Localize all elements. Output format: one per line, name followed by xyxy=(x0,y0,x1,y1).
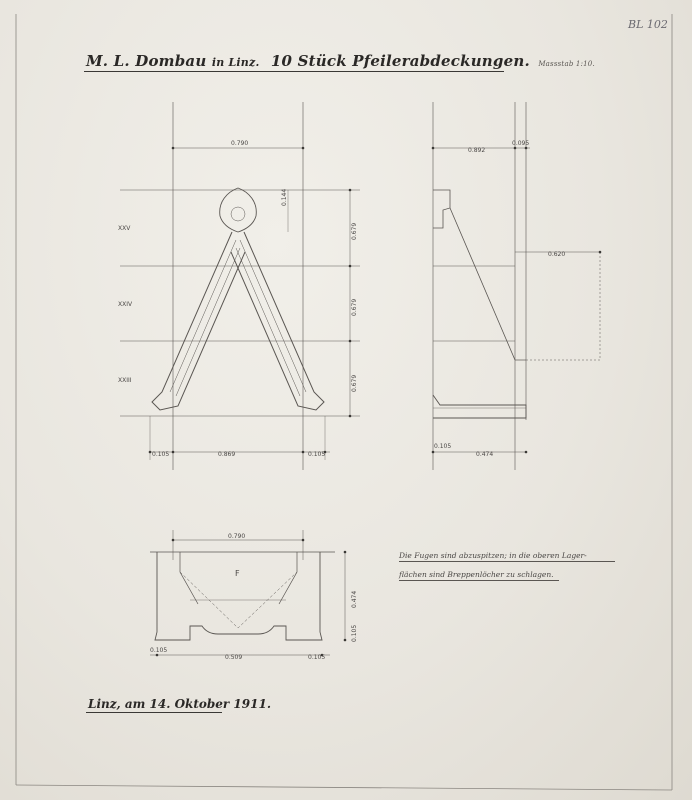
course-label-1: XXV xyxy=(118,225,131,232)
sheet-border-bottom xyxy=(16,785,672,790)
dim-plan-right: 0.105 xyxy=(308,654,326,661)
dim-side-top: 0.892 xyxy=(468,147,486,154)
note-line-1: Die Fugen sind abzuspitzen; in die oberen Lager- xyxy=(399,551,587,560)
dim-side-projection: 0.620 xyxy=(548,251,566,258)
course-label-2: XXIV xyxy=(118,301,133,308)
dim-side-base-left: 0.105 xyxy=(434,443,452,450)
front-elevation xyxy=(120,102,360,470)
title-part-1: M. L. Dombau xyxy=(86,52,207,70)
course-label-3: XXIII xyxy=(118,377,132,384)
note-line-2: flächen sind Breppenlöcher zu schlagen. xyxy=(399,570,554,579)
title-part-3: 10 Stück Pfeilerabdeckungen. xyxy=(270,52,530,70)
dim-plan-left: 0.105 xyxy=(150,647,168,654)
dim-course-3: 0.679 xyxy=(351,374,358,392)
plan-mark: F xyxy=(235,569,240,578)
dim-plan-height: 0.474 xyxy=(351,590,358,608)
title-part-2: in Linz. xyxy=(211,56,260,69)
title-scale: Massstab 1:10. xyxy=(538,60,595,68)
dim-right-small: 0.105 xyxy=(308,451,326,458)
dim-course-2: 0.679 xyxy=(351,298,358,316)
archive-number: BL 102 xyxy=(628,18,668,31)
dim-tip-height: 0.144 xyxy=(281,188,288,206)
dim-plan-base: 0.509 xyxy=(225,654,243,661)
side-elevation xyxy=(433,102,600,470)
dim-left-small: 0.105 xyxy=(152,451,170,458)
dim-course-1: 0.679 xyxy=(351,222,358,240)
dim-plan-top: 0.790 xyxy=(228,533,246,540)
dim-side-base: 0.474 xyxy=(476,451,494,458)
dim-top-width: 0.790 xyxy=(231,140,249,147)
dim-side-top-right: 0.095 xyxy=(512,140,530,147)
note-underline-2 xyxy=(399,580,559,581)
place-date-underline xyxy=(86,712,222,713)
dim-plan-small-height: 0.105 xyxy=(351,624,358,642)
place-date: Linz, am 14. Oktober 1911. xyxy=(88,697,272,711)
note-underline-1 xyxy=(399,561,615,562)
dim-base-width: 0.869 xyxy=(218,451,236,458)
plan-view xyxy=(150,530,345,655)
